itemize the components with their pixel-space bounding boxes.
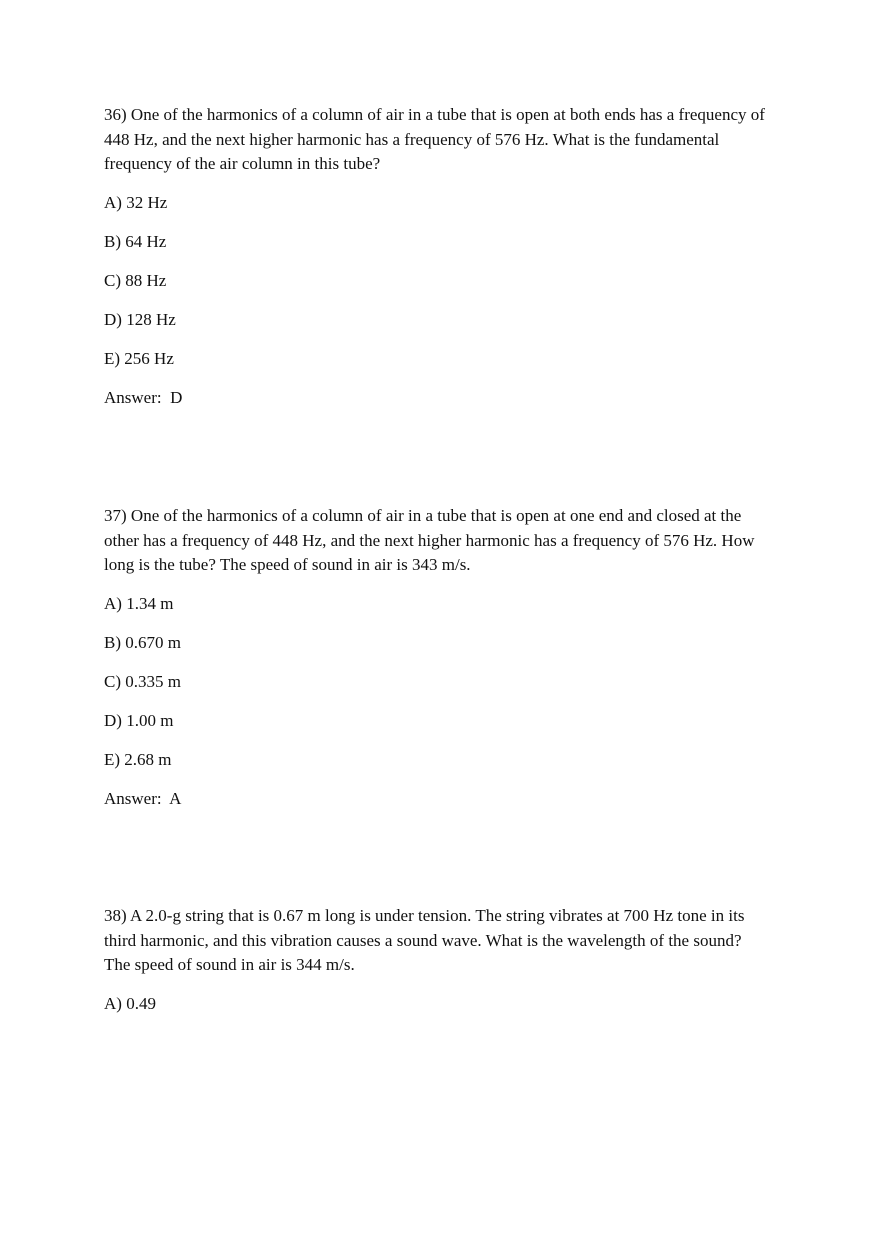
answer-key: Answer: D — [104, 388, 183, 407]
option-c: C) 88 Hz — [104, 271, 167, 290]
question-stem: 37) One of the harmonics of a column of air in a tube that is open at one end and closed at the other has a frequency of 448 Hz, and the next higher harmonic has a frequency of 576 Hz. How long is the tube? The speed of sound in air is 343 m/s. — [104, 506, 755, 574]
question-stem: 36) One of the harmonics of a column of air in a tube that is open at both ends has a frequency of 448 Hz, and the next higher harmonic has a frequency of 576 Hz. What is the fundamental frequency of the air column in this tube? — [104, 105, 765, 173]
question-37 — [104, 504, 784, 812]
question-36 — [104, 103, 784, 411]
option-c: C) 0.335 m — [104, 672, 181, 691]
option-a: A) 32 Hz — [104, 193, 168, 212]
option-a: A) 1.34 m — [104, 594, 174, 613]
option-e: E) 256 Hz — [104, 349, 174, 368]
option-d: D) 128 Hz — [104, 310, 176, 329]
option-d: D) 1.00 m — [104, 711, 174, 730]
question-stem: 38) A 2.0-g string that is 0.67 m long is under tension. The string vibrates at 700 Hz tone in its third harmonic, and this vibration causes a sound wave. What is the wavelength of the sound? The speed of sound in air is 344 m/s. — [104, 906, 745, 974]
option-b: B) 64 Hz — [104, 232, 167, 251]
option-e: E) 2.68 m — [104, 750, 172, 769]
answer-key: Answer: A — [104, 789, 182, 808]
option-a: A) 0.49 — [104, 994, 156, 1013]
option-b: B) 0.670 m — [104, 633, 181, 652]
question-38 — [104, 904, 784, 1017]
